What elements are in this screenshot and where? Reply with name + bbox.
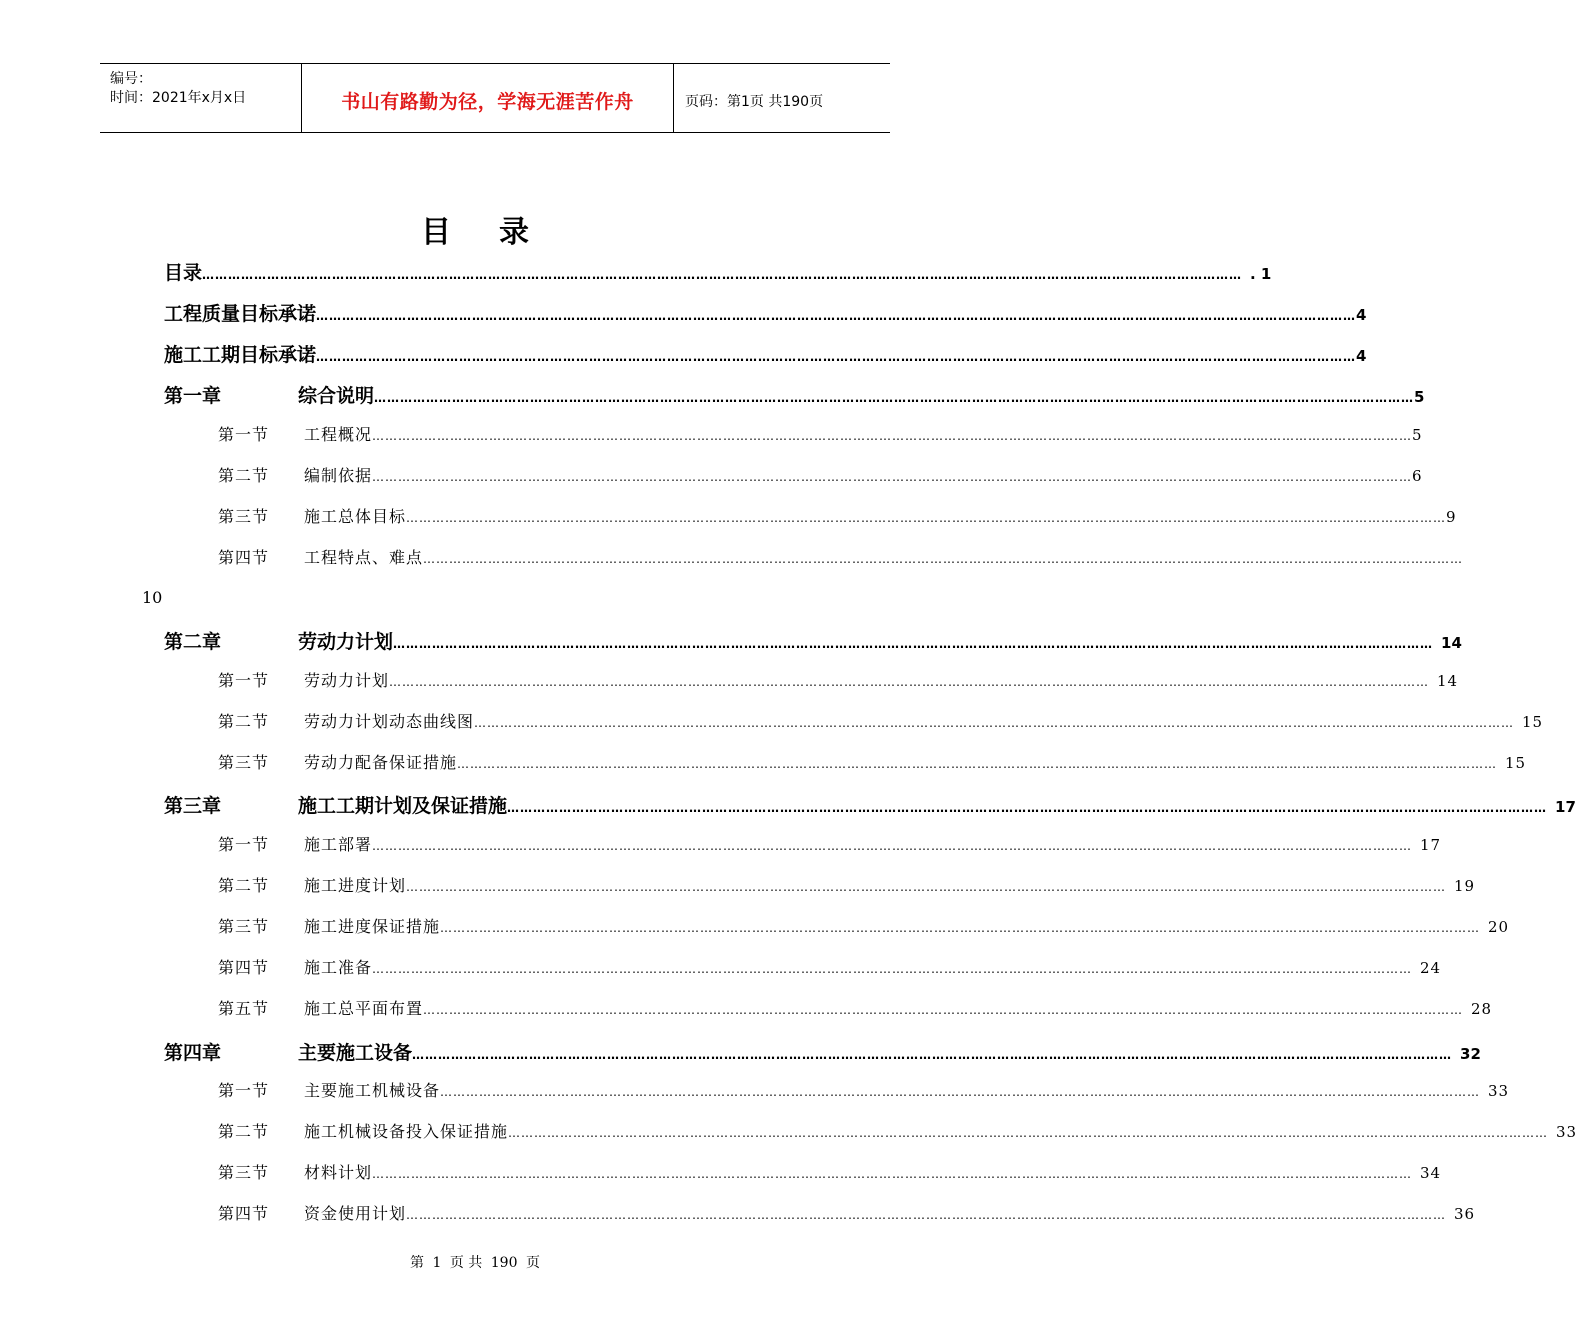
toc-entry-title: 编制依据: [304, 466, 373, 485]
toc-entry[interactable]: [218, 914, 1510, 937]
toc-entry-label: [164, 1038, 412, 1065]
toc-leader-dots: ……………………………………………………………………………………………………………………………………………………………………………………………………………………: [507, 801, 1548, 815]
toc-entry-label: [218, 1160, 372, 1183]
toc-leader-dots: ……………………………………………………………………………………………………………………………………………………………………………………………………………………: [372, 962, 1413, 976]
toc-chapter-number: 第二章: [164, 631, 222, 653]
toc-page-number: 14: [1441, 634, 1462, 652]
toc-entry-label: [218, 1078, 440, 1101]
toc-page-number: 9: [1446, 508, 1457, 526]
toc-page-number-wrapped: 10: [142, 588, 163, 607]
toc-entry-title: 施工进度计划: [304, 876, 407, 895]
toc-entry-label: [218, 996, 423, 1019]
toc-leader-dots: ……………………………………………………………………………………………………………………………………………………………………………………………………………………: [316, 309, 1357, 323]
toc-leader-dots: ……………………………………………………………………………………………………………………………………………………………………………………………………………………: [440, 1085, 1481, 1099]
toc-section-number: 第三节: [218, 507, 270, 526]
toc-entry-title: 施工总体目标: [304, 507, 407, 526]
toc-leader-dots: ……………………………………………………………………………………………………………………………………………………………………………………………………………………: [393, 637, 1434, 651]
toc-leader-dots: ……………………………………………………………………………………………………………………………………………………………………………………………………………………: [389, 675, 1430, 689]
toc-section-number: 第二节: [218, 1122, 270, 1141]
toc-entry-label: [164, 627, 393, 654]
toc-entry[interactable]: [164, 258, 1272, 285]
toc-entry-label: [218, 750, 457, 773]
toc-entry[interactable]: [218, 545, 1464, 568]
toc-entry-title: 综合说明: [298, 385, 375, 407]
toc-section-number: 第一节: [218, 835, 270, 854]
toc-entry-title: 工程质量目标承诺: [164, 303, 317, 325]
toc-entry[interactable]: [164, 340, 1367, 367]
toc-page-number: 17: [1555, 798, 1576, 816]
toc-entry-title: 材料计划: [304, 1163, 373, 1182]
toc-entry-label: [164, 340, 316, 367]
header-page-cell: [675, 64, 890, 132]
toc-page-number: 4: [1356, 306, 1367, 324]
toc-section-number: 第一节: [218, 1081, 270, 1100]
toc-page-number: 36: [1454, 1205, 1476, 1223]
toc-section-number: 第四节: [218, 548, 270, 567]
toc-entry-label: [164, 258, 202, 285]
toc-page-number: 33: [1556, 1123, 1577, 1141]
toc-entry[interactable]: [164, 627, 1462, 654]
header-page-info: 页码：第1页 共190页: [685, 94, 824, 110]
toc-leader-dots: ……………………………………………………………………………………………………………………………………………………………………………………………………………………: [412, 1048, 1453, 1062]
toc-entry-title: 劳动力计划: [304, 671, 390, 690]
toc-entry-title: 施工工期计划及保证措施: [298, 795, 508, 817]
toc-entry-label: [218, 545, 423, 568]
toc-page-number: 5: [1412, 426, 1423, 444]
toc-leader-dots: ……………………………………………………………………………………………………………………………………………………………………………………………………………………: [508, 1126, 1549, 1140]
toc-section-number: 第二节: [218, 876, 270, 895]
toc-entry-title: 施工进度保证措施: [304, 917, 441, 936]
toc-entry-title: 主要施工设备: [298, 1042, 413, 1064]
header-motto-cell: [302, 64, 674, 132]
toc-section-number: 第三节: [218, 917, 270, 936]
toc-entry[interactable]: [218, 832, 1442, 855]
toc-section-number: 第一节: [218, 671, 270, 690]
footer-total: 190: [490, 1255, 518, 1271]
footer-suffix: 页: [525, 1255, 540, 1271]
toc-page-number: 15: [1505, 754, 1527, 772]
toc-page-number: 20: [1488, 918, 1510, 936]
header-motto: 书山有路勤为径，学海无涯苦作舟: [341, 91, 634, 113]
toc-entry-title: 施工部署: [304, 835, 373, 854]
toc-entry-label: [218, 914, 440, 937]
toc-entry-label: [218, 709, 474, 732]
toc-entry-label: [164, 791, 507, 818]
toc-entry-title: 施工准备: [304, 958, 373, 977]
toc-section-number: 第二节: [218, 712, 270, 731]
toc-entry-label: [218, 1119, 508, 1142]
toc-page-number: 24: [1420, 959, 1442, 977]
toc-entry-title: 施工机械设备投入保证措施: [304, 1122, 509, 1141]
toc-chapter-number: 第三章: [164, 795, 222, 817]
toc-leader-dots: ……………………………………………………………………………………………………………………………………………………………………………………………………………………: [372, 1167, 1413, 1181]
toc-entry[interactable]: [218, 1078, 1510, 1101]
toc-page-number: 28: [1471, 1000, 1493, 1018]
toc-entry[interactable]: [164, 1038, 1481, 1065]
toc-section-number: 第三节: [218, 1163, 270, 1182]
toc-page-number: 32: [1460, 1045, 1481, 1063]
toc-entry[interactable]: [218, 873, 1476, 896]
toc-entry-title: 劳动力配备保证措施: [304, 753, 458, 772]
toc-entry-label: [218, 422, 372, 445]
toc-page-number: 33: [1488, 1082, 1510, 1100]
toc-leader-dots: ……………………………………………………………………………………………………………………………………………………………………………………………………………………: [406, 1208, 1447, 1222]
toc-entry-title: 施工总平面布置: [304, 999, 424, 1018]
toc-entry-label: [218, 832, 372, 855]
toc-entry-title: 劳动力计划: [298, 631, 394, 653]
toc-leader-dots: ……………………………………………………………………………………………………………………………………………………………………………………………………………………: [372, 470, 1413, 484]
toc-entry[interactable]: [218, 463, 1423, 486]
toc-page-number: 4: [1356, 347, 1367, 365]
toc-chapter-number: 第一章: [164, 385, 222, 407]
toc-leader-dots: ……………………………………………………………………………………………………………………………………………………………………………………………………………………: [406, 511, 1447, 525]
toc-entry-label: [218, 504, 406, 527]
toc-entry-label: [218, 1201, 406, 1224]
footer-mid: 页 共: [449, 1255, 483, 1271]
toc-entry-title: 主要施工机械设备: [304, 1081, 441, 1100]
toc-entry-title: 工程概况: [304, 425, 373, 444]
toc-section-number: 第三节: [218, 753, 270, 772]
toc-entry[interactable]: [218, 1160, 1442, 1183]
toc-entry[interactable]: [218, 709, 1544, 732]
toc-leader-dots: ……………………………………………………………………………………………………………………………………………………………………………………………………………………: [423, 552, 1464, 566]
footer-page: 1: [432, 1255, 442, 1271]
toc-leader-dots: ……………………………………………………………………………………………………………………………………………………………………………………………………………………: [406, 880, 1447, 894]
toc-page-number: . 1: [1250, 265, 1272, 283]
toc-leader-dots: ……………………………………………………………………………………………………………………………………………………………………………………………………………………: [202, 268, 1243, 282]
toc-section-number: 第四节: [218, 1204, 270, 1223]
toc-entry-title: 资金使用计划: [304, 1204, 407, 1223]
toc-entry[interactable]: [218, 422, 1423, 445]
toc-title: 目录: [421, 215, 577, 250]
toc-entry[interactable]: [218, 996, 1493, 1019]
toc-entry[interactable]: [218, 750, 1527, 773]
page-header: [100, 63, 890, 133]
toc-page-number: 15: [1522, 713, 1544, 731]
toc-chapter-number: 第四章: [164, 1042, 222, 1064]
toc-entry-label: [218, 873, 406, 896]
toc-entry[interactable]: [218, 1201, 1476, 1224]
toc-entry-label: [164, 299, 316, 326]
toc-leader-dots: ……………………………………………………………………………………………………………………………………………………………………………………………………………………: [374, 391, 1415, 405]
toc-page-number: 34: [1420, 1164, 1442, 1182]
page-footer: [0, 1252, 950, 1272]
toc-entry[interactable]: [218, 668, 1459, 691]
toc-page-number: 5: [1414, 388, 1425, 406]
toc-section-number: 第二节: [218, 466, 270, 485]
toc-entry[interactable]: [164, 299, 1367, 326]
toc-entry[interactable]: [218, 504, 1457, 527]
toc-entry[interactable]: [164, 381, 1425, 408]
toc-page-number: 6: [1412, 467, 1423, 485]
toc-section-number: 第四节: [218, 958, 270, 977]
toc-entry-label: [218, 463, 372, 486]
toc-entry[interactable]: [218, 1119, 1577, 1142]
document-time: 时间：2021年x月x日: [110, 90, 247, 106]
toc-leader-dots: ……………………………………………………………………………………………………………………………………………………………………………………………………………………: [316, 350, 1357, 364]
toc-entry-title: 工程特点、难点: [304, 548, 424, 567]
toc-entry-title: 目录: [164, 262, 203, 284]
toc-leader-dots: ……………………………………………………………………………………………………………………………………………………………………………………………………………………: [440, 921, 1481, 935]
toc-section-number: 第一节: [218, 425, 270, 444]
document-number: 编号：: [110, 71, 152, 87]
toc-entry-label: [164, 381, 374, 408]
header-meta-cell: [100, 64, 302, 132]
toc-entry-title: 施工工期目标承诺: [164, 344, 317, 366]
toc-leader-dots: ……………………………………………………………………………………………………………………………………………………………………………………………………………………: [372, 429, 1413, 443]
toc-entry-title: 劳动力计划动态曲线图: [304, 712, 475, 731]
toc-leader-dots: ……………………………………………………………………………………………………………………………………………………………………………………………………………………: [474, 716, 1515, 730]
toc-section-number: 第五节: [218, 999, 270, 1018]
toc-leader-dots: ……………………………………………………………………………………………………………………………………………………………………………………………………………………: [457, 757, 1498, 771]
toc-page-number: 17: [1420, 836, 1442, 854]
toc-page-number: 19: [1454, 877, 1476, 895]
toc-page-number: 14: [1437, 672, 1459, 690]
toc-leader-dots: ……………………………………………………………………………………………………………………………………………………………………………………………………………………: [423, 1003, 1464, 1017]
toc-entry-label: [218, 668, 389, 691]
footer-prefix: 第: [410, 1255, 425, 1271]
toc-entry[interactable]: [164, 791, 1576, 818]
toc-leader-dots: ……………………………………………………………………………………………………………………………………………………………………………………………………………………: [372, 839, 1413, 853]
toc-entry[interactable]: [218, 955, 1442, 978]
toc-entry-label: [218, 955, 372, 978]
